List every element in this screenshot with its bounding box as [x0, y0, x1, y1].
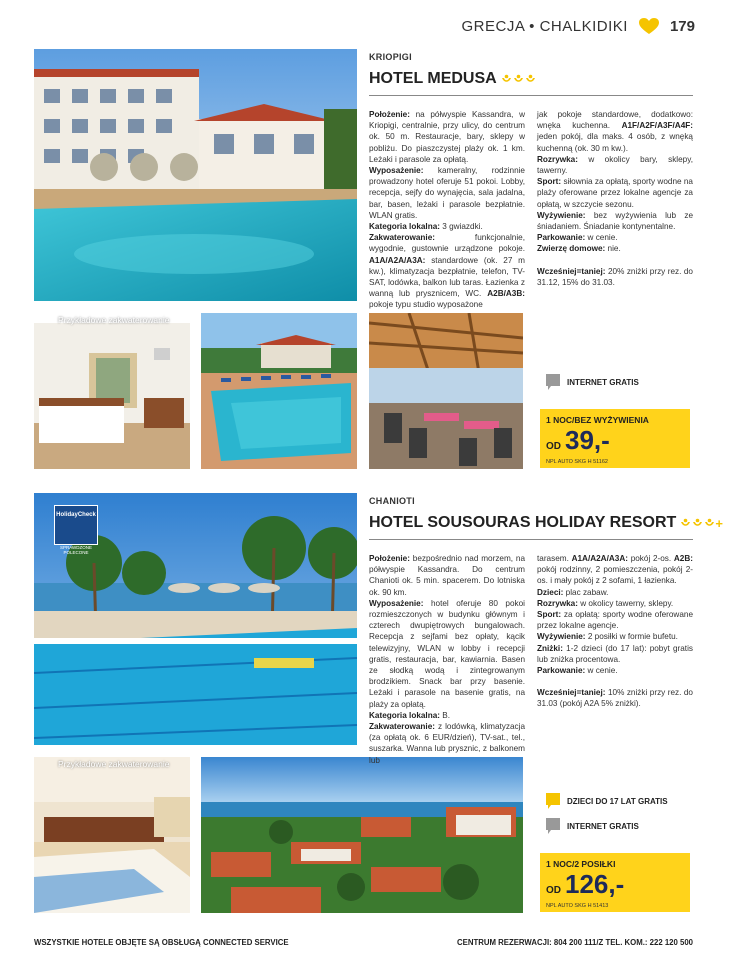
page-number: 179 [669, 17, 695, 35]
sun-star-icon [704, 518, 715, 528]
sun-star-icon [525, 74, 536, 84]
sun-star-icon [501, 74, 512, 84]
field-text: 3 gwiazdki. [439, 222, 483, 232]
field-text: w cenie. [585, 666, 618, 676]
field-text: jeden pokój, dla maks. 4 osób, z wnęką kuchenną (ok. 30 m kw.). [537, 132, 693, 153]
field-text: B. [439, 710, 450, 720]
field-text: pokój rodzinny, 2 pomieszczenia, pokój 2-os. i mały pokój z 2 sofami, 1 łazienka. [537, 565, 693, 586]
footer-reservation-phone: CENTRUM REZERWACJI: 804 200 111/Z TEL. KOM.: 222 120 500 [456, 938, 693, 947]
field-label: A1F/A2F/A3F/A4F: [621, 121, 693, 131]
hotel-medusa-terrace-photo [369, 313, 523, 469]
sun-star-icon [513, 74, 524, 84]
holidaycheck-title: HolidayCheck [56, 512, 96, 518]
offer-code: NPL AUTO SKG H 51413 [546, 903, 609, 909]
field-label: Rozrywka: [537, 154, 578, 164]
field-text: za opłatą: sporty wodne oferowane przez lokalne agencje. [537, 610, 693, 631]
field-text: 10% zniżki przy rez. do 31.03 (pokój A2A 5% zniżki). [537, 688, 693, 709]
price-board-label: 1 NOC/BEZ WYŻYWIENIA [546, 415, 649, 425]
field-label: A2B: [673, 554, 693, 563]
field-text: w okolicy bary, sklepy, tawerny. [537, 154, 693, 176]
footer-connected-service: WSZYSTKIE HOTELE OBJĘTE SĄ OBSŁUGĄ CONNECTED SERVICE [34, 938, 289, 947]
field-text: pokoje typu studio wyposażone [369, 300, 483, 310]
field-label: Zakwaterowanie: [369, 722, 435, 732]
hotel-sousouras-aerial-photo [201, 757, 523, 913]
hotel-medusa-main-photo [34, 49, 357, 301]
field-label: Wcześniej=taniej: [537, 688, 606, 698]
field-text: bez wyżywienia lub ze śniadaniem. Śniadanie kontynentalne. [537, 210, 693, 232]
hotel-medusa-name [369, 70, 536, 88]
field-text: 1-2 dzieci (do 17 lat): pobyt gratis lub zniżka procentowa. [537, 643, 693, 664]
sample-accommodation-caption: Przykładowe zakwaterowanie [58, 315, 170, 325]
field-text: w okolicy tawerny, sklepy. [577, 598, 674, 608]
field-label: Zwierzę domowe: [537, 244, 606, 254]
hotel-sousouras-divider [369, 539, 693, 540]
hotel-sousouras-room-photo [34, 757, 190, 913]
hotel-medusa-room-photo [34, 313, 190, 469]
field-label: Wyposażenie: [369, 166, 424, 176]
field-text: na półwyspie Kassandra, w Kriopigi, centralnie, przy ulicy, do centrum ok. 50 m. Restauracje, bary, sklepy w pobliżu. Do piaszczystej plaży ok. 1 km. Leżaki i parasole za opłatą. [369, 110, 525, 164]
hotel-medusa-price-box [540, 409, 690, 468]
hotel-medusa-pool-photo [201, 313, 357, 469]
field-text: 20% zniżki przy rez. do 31.12, 15% do 31.03. [537, 266, 693, 287]
badge-label: INTERNET GRATIS [567, 377, 639, 387]
hotel-sousouras-main-photo [34, 493, 357, 745]
field-label: Kategoria lokalna: [369, 710, 440, 720]
badge-label: DZIECI DO 17 LAT GRATIS [567, 796, 668, 806]
field-label: Sport: [537, 610, 562, 620]
field-text: w cenie. [585, 233, 618, 243]
badge-label: INTERNET GRATIS [567, 821, 639, 831]
hotel-medusa-description-col2 [537, 109, 693, 288]
star-plus: + [715, 515, 723, 531]
field-text: kameralny, rodzinnie prowadzony hotel oferuje 51 pokoi. Lobby, recepcja, sejfy do wynajęcia, sala jadalna, bar, basen, leżaki i parasole bezpłatnie. WLAN gratis. [369, 166, 525, 220]
field-text: siłownia za opłatą, sporty wodne na plaży oferowane przez lokalne agencje za opłatą, w szczycie sezonu. [537, 177, 693, 209]
field-label: Rozrywka: [537, 598, 578, 608]
field-text: hotel oferuje 80 pokoi rozmieszczonych w budynku głównym i czterech dwupiętrowych bungalowach. Recepcja z sejfami bez opłaty, kącik telewizyjny, WLAN w lobby i recepcji gratis, restauracja, bar, kawiarnia. Basen ze słodką wodą i zintegrowanym brodzikiem. Snack bar przy basenie. Leżaki i parasole na basenie gratis, na plaży za opłatą. [369, 598, 525, 709]
price-amount: 39,- [565, 425, 610, 455]
heart-logo-icon [638, 17, 660, 35]
field-label: Zakwaterowanie: [369, 233, 435, 243]
hotel-medusa-description-col1 [369, 109, 525, 311]
field-label: Wcześniej=taniej: [537, 266, 606, 276]
field-label: Kategoria lokalna: [369, 222, 440, 232]
field-label: A1A/A2A/A3A: [369, 255, 426, 265]
sample-accommodation-caption: Przykładowe zakwaterowanie [58, 759, 170, 769]
hotel-sousouras-stars [680, 516, 723, 531]
price-from-label: OD [546, 885, 561, 896]
sun-star-icon [680, 518, 691, 528]
field-text: pokój 2-os. [627, 554, 674, 563]
hotel-sousouras-location: CHANIOTI [369, 496, 415, 506]
hotel-medusa-title: HOTEL MEDUSA [369, 70, 497, 87]
field-text: tarasem. [537, 554, 572, 563]
field-text: z lodówką, klimatyzacja (za opłatą ok. 6 EUR/dzień), TV-sat., tel., suszarka. Wanna lub prysznic, z balkonem lub [369, 722, 525, 765]
price-amount: 126,- [565, 869, 625, 899]
field-text: jak pokoje standardowe, dodatkowo: wnęka kuchenna. [537, 110, 693, 131]
hotel-sousouras-price-box [540, 853, 690, 912]
sun-star-icon [692, 518, 703, 528]
kids-gratis-badge [545, 792, 668, 810]
field-label: Sport: [537, 177, 562, 187]
price-board-label: 1 NOC/2 POSIŁKI [546, 859, 616, 869]
field-label: Położenie: [369, 554, 410, 563]
field-label: Położenie: [369, 110, 410, 119]
hotel-sousouras-title: HOTEL SOUSOURAS HOLIDAY RESORT [369, 514, 677, 531]
speech-bubble-icon [545, 817, 561, 835]
field-label: Zniżki: [537, 643, 563, 653]
field-text: plac zabaw. [563, 587, 609, 597]
field-text: funkcjonalnie, wygodnie, gustownie urządzone pokoje. [369, 233, 525, 254]
speech-bubble-icon [545, 373, 561, 391]
field-label: Dzieci: [537, 587, 564, 597]
field-label: Parkowanie: [537, 233, 586, 243]
field-label: A1A/A2A/A3A: [571, 554, 628, 563]
field-text: 2 posiłki w formie bufetu. [585, 632, 678, 642]
hotel-medusa-stars [501, 74, 536, 84]
page-header [462, 14, 696, 38]
field-text: nie. [605, 244, 621, 254]
field-label: Wyżywienie: [537, 632, 586, 642]
hotel-sousouras-description-col1 [369, 553, 525, 766]
holidaycheck-logo [54, 505, 98, 545]
field-label: Wyposażenie: [369, 598, 424, 608]
speech-bubble-icon [545, 792, 561, 810]
hotel-medusa-location: KRIOPIGI [369, 52, 412, 62]
holidaycheck-subtitle: SPRAWDZONE POLECONE [59, 545, 93, 555]
internet-gratis-badge [545, 817, 639, 835]
field-label: Wyżywienie: [537, 210, 586, 220]
field-label: A2B/A3B: [487, 289, 525, 299]
field-label: Parkowanie: [537, 666, 586, 676]
hotel-sousouras-description-col2 [537, 553, 693, 710]
field-text: bezpośrednio nad morzem, na półwyspie Kassandra. Do centrum Chanioti ok. 5 min. spacerem. Do lotniska ok. 90 km. [369, 554, 525, 597]
offer-code: NPL AUTO SKG H 51162 [546, 459, 608, 465]
internet-gratis-badge [545, 373, 639, 391]
field-text: standardowe (ok. 27 m kw.), klimatyzacja bezpłatnie, telefon, TV-SAT, lodówka, balkon lub taras. Łazienka z wanną lub prysznicem, WC. [369, 255, 525, 299]
hotel-sousouras-name [369, 514, 723, 532]
hotel-medusa-divider [369, 95, 693, 96]
price-from-label: OD [546, 441, 561, 452]
destination-title: GRECJA • CHALKIDIKI [461, 17, 628, 35]
